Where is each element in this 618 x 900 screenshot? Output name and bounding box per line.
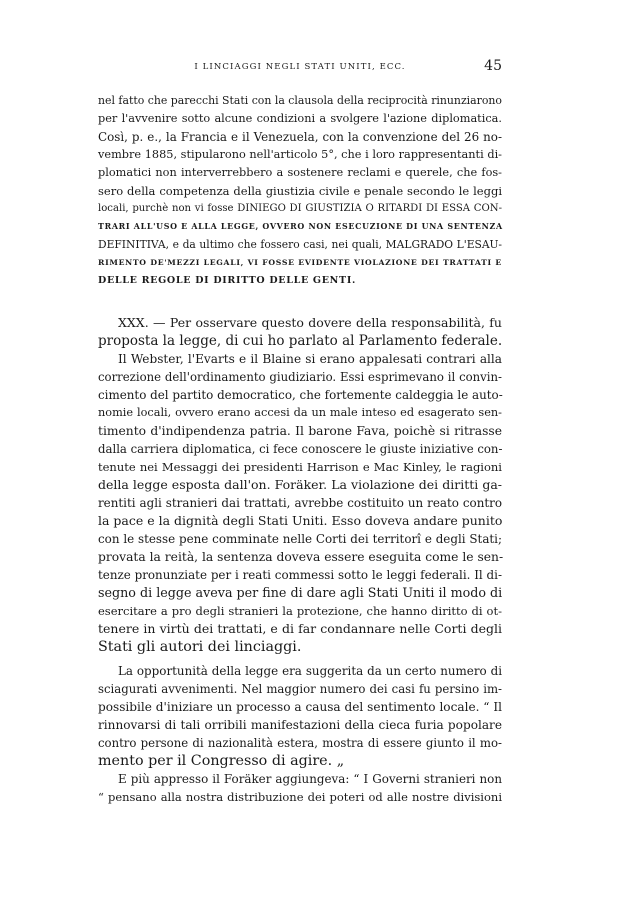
text-line: vembre 1885, stipularono nell'articolo 5°, che i loro rappresentanti di- (98, 148, 502, 161)
running-title: I LINCIAGGI NEGLI STATI UNITI, ECC. (194, 62, 406, 72)
text-line: provata la reità, la sentenza doveva essere eseguita come le sen- (98, 550, 504, 564)
text-line: segno di legge aveva per fine di dare agli Stati Uniti il modo di (98, 585, 503, 600)
text-line: DEFINITIVA, e da ultimo che fossero casi, nei quali, MALGRADO L'ESAU- (98, 238, 502, 251)
text-line: dalla carriera diplomatica, ci fece conoscere le giuste iniziative con- (98, 442, 503, 456)
section-heading-line: XXX. — Per osservare questo dovere della responsabilità, fu (118, 315, 502, 330)
text-line-small-caps: DELLE REGOLE DI DIRITTO DELLE GENTI. (98, 275, 356, 286)
text-line-small-caps: RIMENTO DE'MEZZI LEGALI, VI FOSSE EVIDENTE VIOLAZIONE DEI TRATTATI E (98, 258, 502, 267)
text-line: con le stesse pene comminate nelle Corti dei territorî e degli Stati; (98, 532, 502, 546)
page-header (98, 58, 502, 80)
text-line: sciagurati avvenimenti. Nel maggior numero dei casi fu persino im- (98, 682, 502, 696)
text-line: contro persone di nazionalità estera, mostra di essere giunto il mo- (98, 736, 502, 750)
text-line: Così, p. e., la Francia e il Venezuela, con la convenzione del 26 no- (98, 130, 502, 144)
text-line: la pace e la dignità degli Stati Uniti. Esso doveva andare punito (98, 513, 503, 528)
text-line: plomatici non interverrebbero a sostenere reclami e querele, che fos- (98, 166, 502, 179)
text-line: nomie locali, ovvero erano accesi da un male inteso ed esagerato sen- (98, 406, 502, 419)
text-line: per l'avvenire sotto alcune condizioni a svolgere l'azione diplomatica. (98, 112, 502, 125)
text-line: tenere in virtù dei trattati, e di far condannare nelle Corti degli (98, 621, 502, 636)
text-line: locali, purchè non vi fosse DINIEGO DI GIUSTIZIA O RITARDI DI ESSA CON- (98, 203, 502, 214)
text-line: possibile d'iniziare un processo a causa del sentimento locale. “ Il (98, 700, 502, 714)
text-line: della legge esposta dall'on. Foräker. La violazione dei diritti ga- (98, 477, 502, 492)
text-line: sero della competenza della giustizia civile e penale secondo le leggi (98, 184, 502, 198)
page-number: 45 (484, 58, 502, 74)
text-line: proposta la legge, di cui ho parlato al Parlamento federale. (98, 333, 503, 349)
text-line: Stati gli autori dei linciaggi. (98, 639, 302, 655)
text-line: tenze pronunziate per i reati commessi sotto le leggi federali. Il di- (98, 568, 502, 582)
text-line: esercitare a pro degli stranieri la protezione, che hanno diritto di ot- (98, 604, 502, 618)
text-line-small-caps: TRARI ALL'USO E ALLA LEGGE, OVVERO NON ESECUZIONE DI UNA SENTENZA (98, 222, 503, 231)
text-line: rinnovarsi di tali orribili manifestazioni della cieca furia popolare (98, 718, 502, 732)
text-line: rentiti agli stranieri dai trattati, avrebbe costituito un reato contro (98, 496, 502, 510)
text-line: tenute nei Messaggi dei presidenti Harrison e Mac Kinley, le ragioni (98, 460, 502, 474)
text-line: cimento del partito democratico, che fortemente caldeggia le auto- (98, 388, 503, 402)
text-line: La opportunità della legge era suggerita da un certo numero di (118, 664, 502, 678)
text-line: mento per il Congresso di agire. „ (98, 753, 345, 769)
text-line: “ pensano alla nostra distribuzione dei poteri od alle nostre divisioni (98, 790, 502, 804)
text-line: Il Webster, l'Evarts e il Blaine si erano appalesati contrari alla (118, 352, 502, 366)
text-line: correzione dell'ordinamento giudiziario. Essi esprimevano il convin- (98, 370, 502, 384)
text-line: timento d'indipendenza patria. Il barone Fava, poichè si ritrasse (98, 424, 502, 438)
text-line: nel fatto che parecchi Stati con la clausola della reciprocità rinunziarono (98, 94, 502, 107)
text-line: E più appresso il Foräker aggiungeva: “ I Governi stranieri non (118, 772, 502, 786)
